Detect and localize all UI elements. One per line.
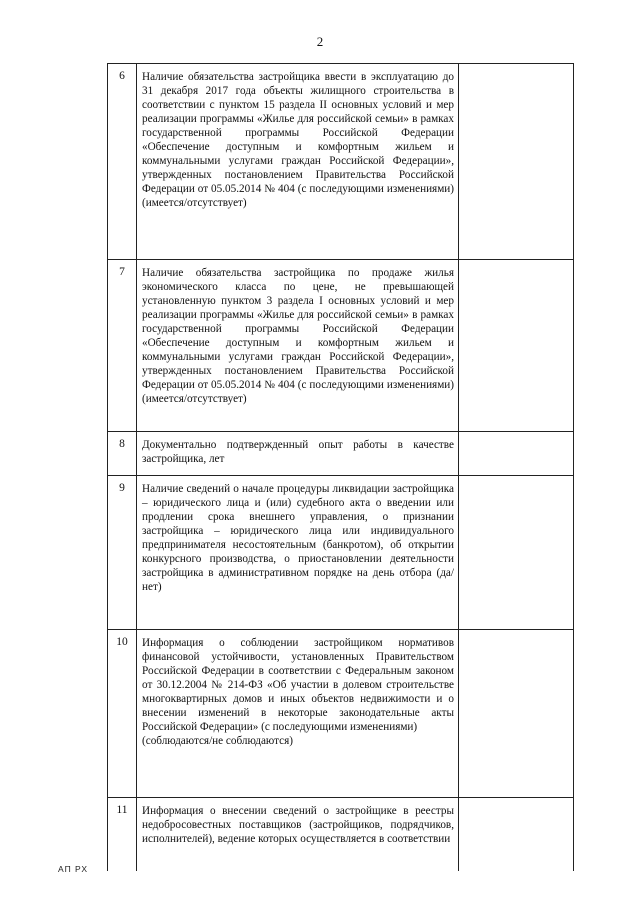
row-description <box>137 476 459 630</box>
row-description <box>137 260 459 432</box>
table-row <box>108 64 574 260</box>
table-row <box>108 798 574 872</box>
table-row <box>108 630 574 798</box>
row-text: Документально подтвержденный опыт работы в качестве застройщика, лет <box>142 439 454 465</box>
row-text: Информация о внесении сведений о застройщике в реестры недобросовестных поставщиков (застройщиков, подрядчиков, исполнителей), ведение которых осуществляется в соответствии <box>142 805 454 845</box>
row-value-cell <box>459 476 574 630</box>
criteria-table <box>107 63 574 871</box>
row-description <box>137 432 459 476</box>
row-number: 11 <box>108 798 137 872</box>
row-value-cell <box>459 798 574 872</box>
row-number: 6 <box>108 64 137 260</box>
row-description <box>137 798 459 872</box>
table-row <box>108 476 574 630</box>
page-number: 2 <box>316 34 324 49</box>
row-text: Наличие обязательства застройщика ввести в эксплуатацию до 31 декабря 2017 года объекты жилищного строительства в соответствии с пунктом 15 раздела II основных условий и мер реализации программы «Жилье для российской семьи» в рамках государственной программы Российской Федерации «Обеспечение доступным и комфортным жильем и коммунальными услугами граждан Российской Федерации», утвержденных постановлением Правительства Российской Федерации от 05.05.2014 № 404 (с последующими изменениями) (имеется/отсутствует) <box>142 71 454 209</box>
row-number: 10 <box>108 630 137 798</box>
row-description <box>137 630 459 798</box>
row-description <box>137 64 459 260</box>
table-row <box>108 260 574 432</box>
row-value-cell <box>459 64 574 260</box>
row-number: 7 <box>108 260 137 432</box>
row-value-cell <box>459 630 574 798</box>
row-value-cell <box>459 260 574 432</box>
row-text: Наличие обязательства застройщика по продаже жилья экономического класса по цене, не превышающей установленную пунктом 3 раздела I основных условий и мер реализации программы «Жилье для российской семьи» в рамках государственной программы Российской Федерации «Обеспечение доступным и комфортным жильем и коммунальными услугами граждан Российской Федерации», утвержденных постановлением Правительства Российской Федерации от 05.05.2014 № 404 (с последующими изменениями) (имеется/отсутствует) <box>142 267 454 405</box>
footer-stamp: АП РХ <box>58 864 89 874</box>
row-value-cell <box>459 432 574 476</box>
row-text: Информация о соблюдении застройщиком нормативов финансовой устойчивости, установленных Правительством Российской Федерации в соответствии с Федеральным законом от 30.12.2004 № 214-ФЗ «Об участии в долевом строительстве многоквартирных домов и иных объектов недвижимости и о внесении изменений в некоторые законодательные акты Российской Федерации» (с последующими изменениями) <box>142 637 454 733</box>
table-row <box>108 432 574 476</box>
row-number: 9 <box>108 476 137 630</box>
row-number: 8 <box>108 432 137 476</box>
row-text-extra: (соблюдаются/не соблюдаются) <box>142 735 294 747</box>
row-text: Наличие сведений о начале процедуры ликвидации застройщика – юридического лица и (или) судебного акта о введении или продлении срока внешнего управления, о признании застройщика – юридического лица или индивидуального предпринимателя несостоятельным (банкротом), об открытии конкурсного производства, о приостановлении деятельности застройщика в административном порядке на день отбора (да/нет) <box>142 483 454 593</box>
